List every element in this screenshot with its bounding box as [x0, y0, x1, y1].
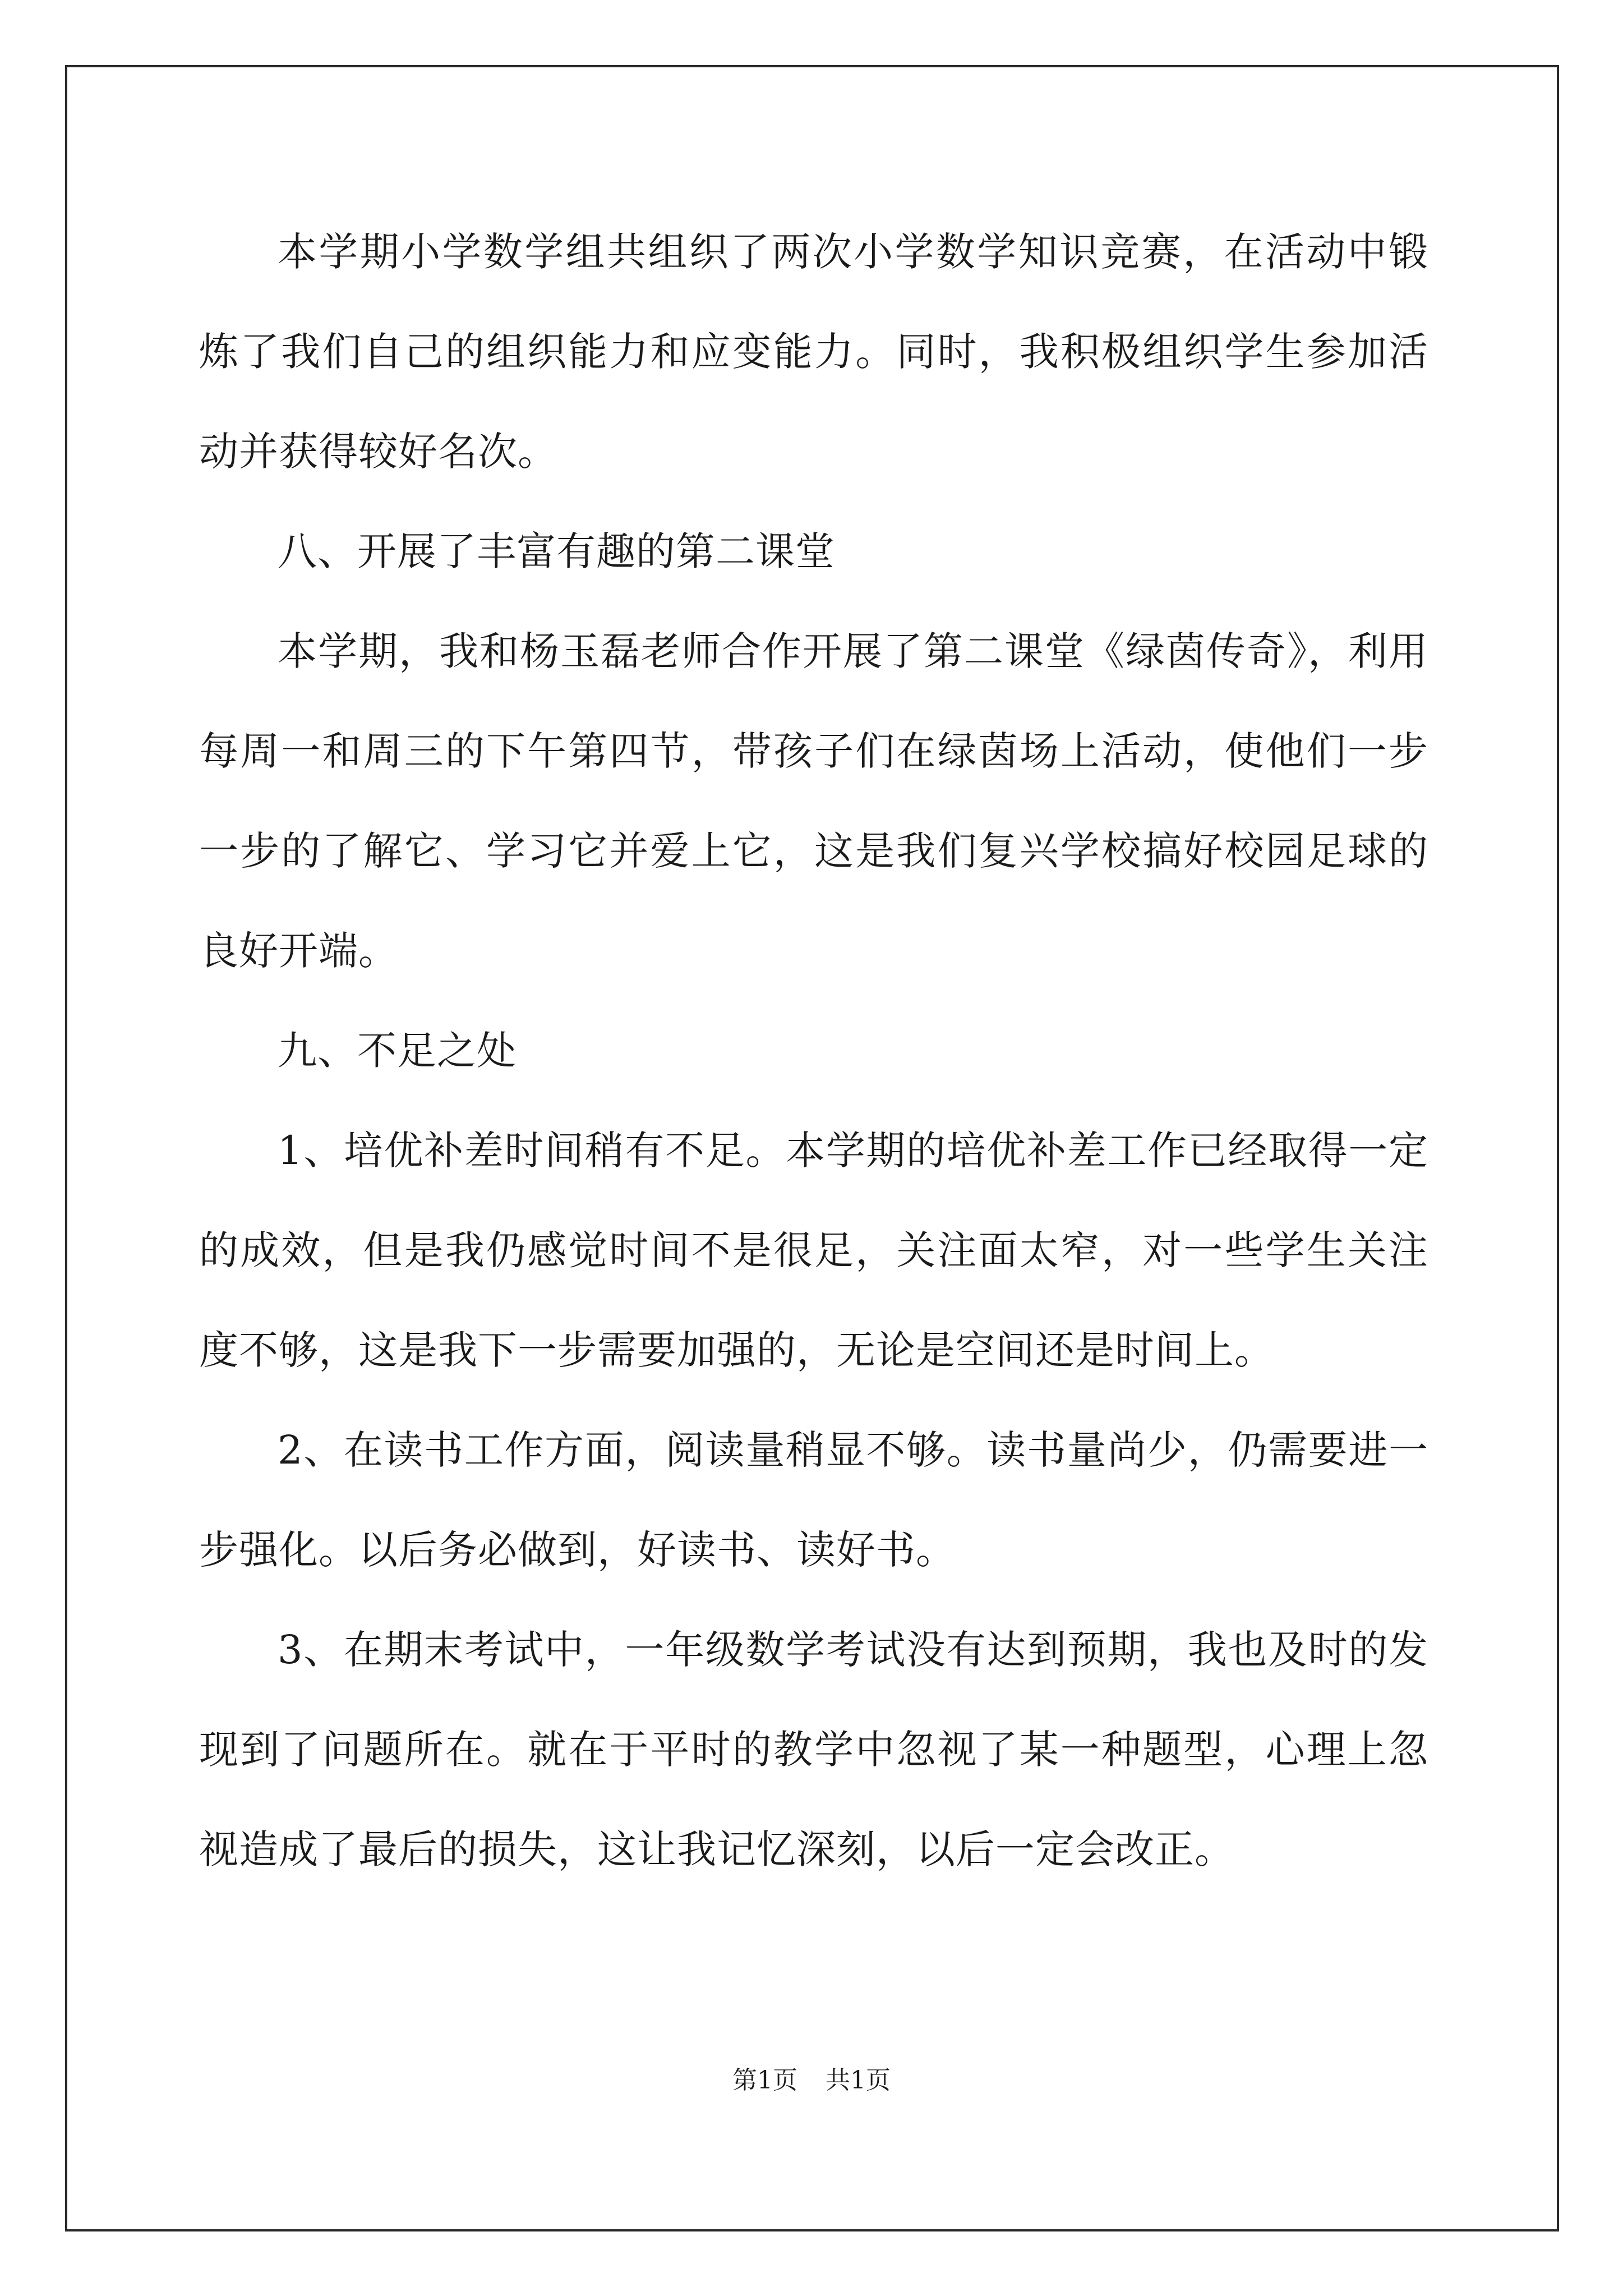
- page-footer: [0, 2060, 1623, 2096]
- page-number: 第1页: [732, 2066, 797, 2095]
- document-body: [199, 202, 1428, 1899]
- page-total: 共1页: [826, 2066, 891, 2095]
- section-heading-second-classroom: 八、开展了丰富有趣的第二课堂: [278, 528, 835, 574]
- paragraph-second-classroom: 本学期，我和杨玉磊老师合作开展了第二课堂《绿茵传奇》，利用每周一和周三的下午第四节，带孩子们在绿茵场上活动，使他们一步一步的了解它、学习它并爱上它，这是我们复兴学校搞好校园足球的良好开端。: [199, 628, 1428, 974]
- paragraph-shortcoming-2: 2、在读书工作方面，阅读量稍显不够。读书量尚少，仍需要进一步强化。以后务必做到，好读书、读好书。: [199, 1427, 1428, 1573]
- paragraph-shortcoming-1: 1、培优补差时间稍有不足。本学期的培优补差工作已经取得一定的成效，但是我仍感觉时间不是很足，关注面太窄，对一些学生关注度不够，这是我下一步需要加强的，无论是空间还是时间上。: [199, 1128, 1428, 1373]
- paragraph-shortcoming-3: 3、在期末考试中，一年级数学考试没有达到预期，我也及时的发现到了问题所在。就在于平时的教学中忽视了某一种题型，心理上忽视造成了最后的损失，这让我记忆深刻，以后一定会改正。: [199, 1627, 1428, 1872]
- section-heading-shortcomings: 九、不足之处: [278, 1028, 517, 1074]
- paragraph-competition: 本学期小学数学组共组织了两次小学数学知识竞赛，在活动中锻炼了我们自己的组织能力和应变能力。同时，我积极组织学生参加活动并获得较好名次。: [199, 229, 1428, 475]
